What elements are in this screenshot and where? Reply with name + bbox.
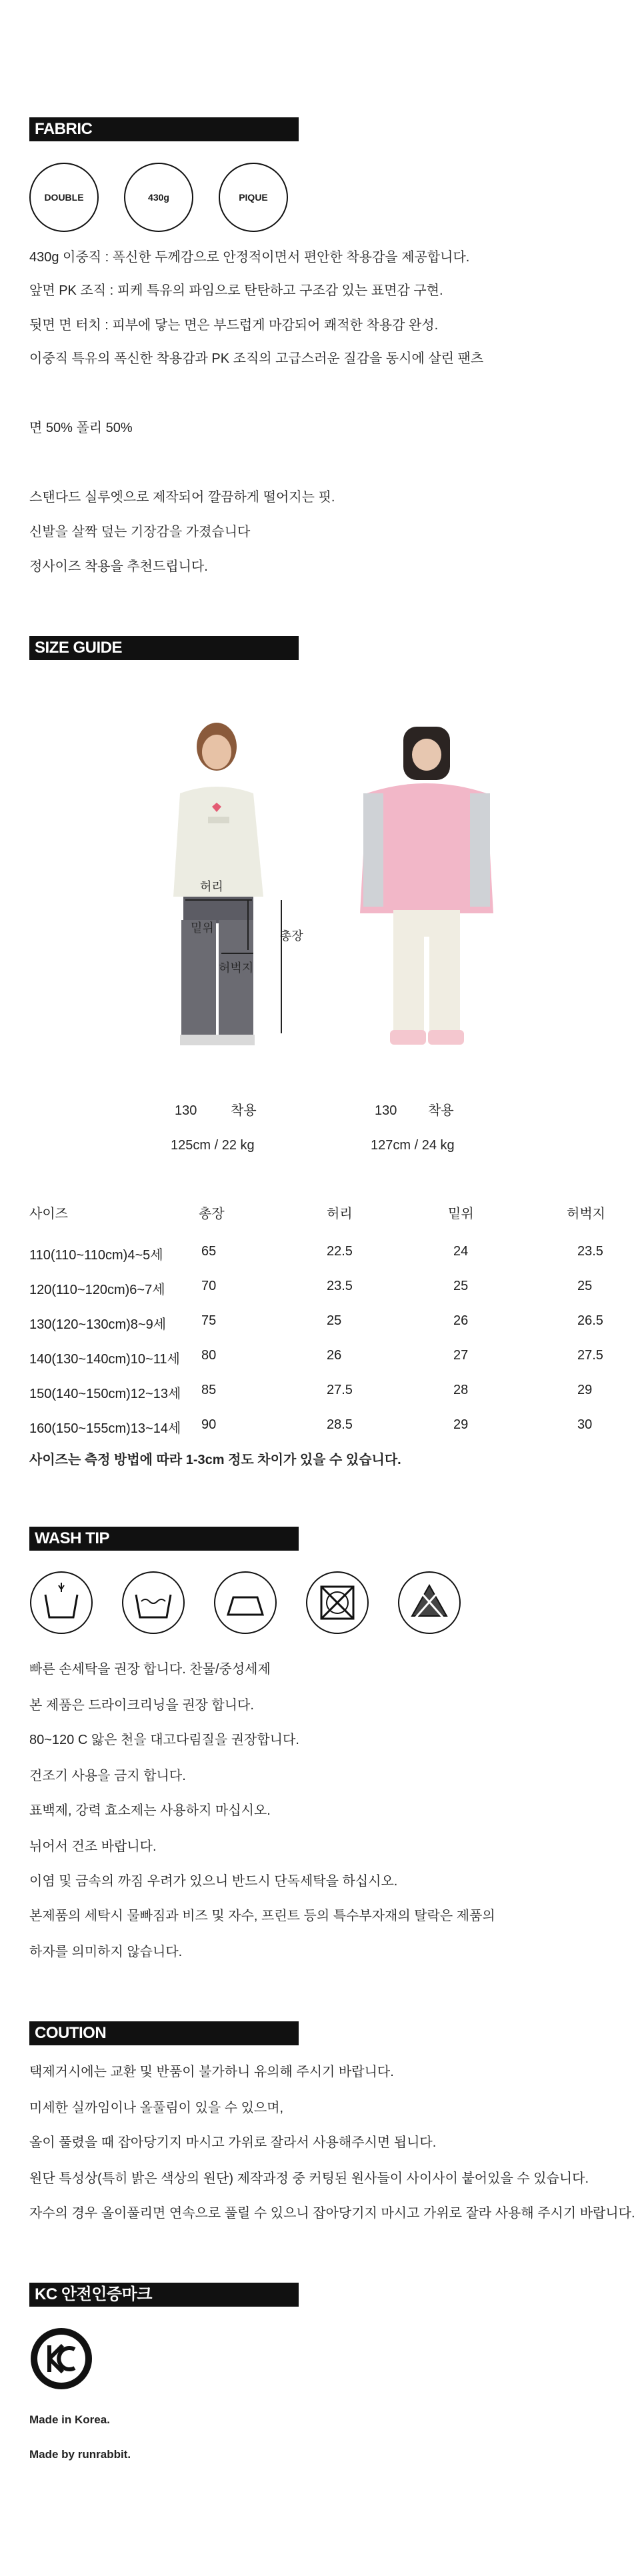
fit-line: 신발을 살짝 덮는 기장감을 가졌습니다 xyxy=(29,525,251,539)
size-table-cell: 25 xyxy=(577,1279,593,1293)
size-table-cell: 27.5 xyxy=(577,1348,603,1363)
caution-heading: COUTION xyxy=(29,2021,299,2045)
weight-badge: 430g xyxy=(124,163,193,232)
size-table-row xyxy=(29,1313,616,1337)
wash-line: 하자를 의미하지 않습니다. xyxy=(29,1945,183,1959)
size-table-cell: 80 xyxy=(201,1348,217,1363)
model2-spec: 127cm / 24 kg xyxy=(371,1138,455,1153)
wash-line: 이염 및 금속의 까짐 우려가 있으니 반드시 단독세탁을 하십시오. xyxy=(29,1874,398,1889)
kc-heading: KC 안전인증마크 xyxy=(29,2283,299,2307)
made-by: Made by runrabbit. xyxy=(29,2448,131,2461)
size-table-cell: 65 xyxy=(201,1244,217,1259)
no-bleach-icon xyxy=(397,1571,461,1635)
size-table-cell: 85 xyxy=(201,1383,217,1397)
size-table-cell: 120(110~120cm)6~7세 xyxy=(29,1283,165,1297)
wash-line: 표백제, 강력 효소제는 사용하지 마십시오. xyxy=(29,1803,271,1818)
fabric-heading: FABRIC xyxy=(29,117,299,141)
model2-wear: 착용 xyxy=(428,1103,454,1118)
size-table-cell: 150(140~150cm)12~13세 xyxy=(29,1387,181,1401)
no-tumble-dry-icon xyxy=(305,1571,369,1635)
model-photo-2 xyxy=(347,720,507,1053)
size-table-cell: 24 xyxy=(453,1244,469,1259)
size-table-cell: 70 xyxy=(201,1279,217,1293)
model1-size: 130 xyxy=(175,1103,197,1118)
wash-tip-heading: WASH TIP xyxy=(29,1527,299,1551)
th-size: 사이즈 xyxy=(29,1207,68,1221)
composition: 면 50% 폴리 50% xyxy=(29,421,133,435)
size-table-cell: 140(130~140cm)10~11세 xyxy=(29,1352,180,1367)
wash-line: 건조기 사용을 금지 합니다. xyxy=(29,1769,186,1783)
size-table-cell: 28 xyxy=(453,1383,469,1397)
size-table-cell: 130(120~130cm)8~9세 xyxy=(29,1317,167,1332)
wash-line: 뉘어서 건조 바랍니다. xyxy=(29,1839,157,1854)
fabric-line: 앞면 PK 조직 : 피케 특유의 파임으로 탄탄하고 구조감 있는 표면감 구현. xyxy=(29,283,443,298)
wash-line: 본제품의 세탁시 물빠짐과 비즈 및 자수, 프린트 등의 특수부자재의 탈락은 제품의 xyxy=(29,1909,495,1923)
caution-line: 미세한 실까임이나 올풀림이 있을 수 있으며, xyxy=(29,2101,284,2115)
iron-low-icon xyxy=(213,1571,277,1635)
size-table-row xyxy=(29,1244,616,1268)
size-table-cell: 75 xyxy=(201,1313,217,1328)
fabric-line: 뒷면 면 터치 : 피부에 닿는 면은 부드럽게 마감되어 쾌적한 착용감 완성. xyxy=(29,318,439,333)
caution-line: 올이 풀렸을 때 잡아당기지 마시고 가위로 잘라서 사용해주시면 됩니다. xyxy=(29,2135,437,2150)
model2-size: 130 xyxy=(375,1103,397,1118)
wash-30-icon xyxy=(121,1571,185,1635)
size-table-cell: 160(150~155cm)13~14세 xyxy=(29,1421,181,1436)
size-table-cell: 28.5 xyxy=(327,1417,353,1432)
fabric-line: 이중직 특유의 폭신한 착용감과 PK 조직의 고급스러운 질감을 동시에 살린 팬츠 xyxy=(29,351,484,366)
fabric-line: 430g 이중직 : 폭신한 두께감으로 안정적이면서 편안한 착용감을 제공합니다. xyxy=(29,250,470,265)
wash-line: 80~120 C 앓은 천을 대고다림질을 권장합니다. xyxy=(29,1733,299,1747)
size-note: 사이즈는 측정 방법에 따라 1-3cm 정도 차이가 있을 수 있습니다. xyxy=(29,1453,401,1467)
caution-line: 택제거시에는 교환 및 반품이 불가하니 유의해 주시기 바랍니다. xyxy=(29,2065,394,2079)
wash-line: 빠른 손세탁을 권장 합니다. 찬물/중성세제 xyxy=(29,1662,271,1677)
fit-line: 정사이즈 착용을 추천드립니다. xyxy=(29,559,208,574)
model1-wear: 착용 xyxy=(231,1103,257,1118)
size-table-cell: 25 xyxy=(453,1279,469,1293)
size-table-cell: 27 xyxy=(453,1348,469,1363)
th-length: 총장 xyxy=(199,1207,225,1221)
size-table-cell: 90 xyxy=(201,1417,217,1432)
pique-badge: PIQUE xyxy=(219,163,288,232)
measure-lines xyxy=(153,720,300,1053)
length-label: 총장 xyxy=(280,929,303,943)
hand-wash-icon xyxy=(29,1571,93,1635)
waist-label: 허리 xyxy=(200,880,223,893)
size-table-row xyxy=(29,1417,616,1441)
size-table-cell: 26 xyxy=(453,1313,469,1328)
th-rise: 밑위 xyxy=(448,1207,474,1221)
thigh-label: 허벅지 xyxy=(219,961,254,975)
size-table-cell: 29 xyxy=(453,1417,469,1432)
size-table-header xyxy=(29,1203,616,1227)
wash-line: 본 제품은 드라이크리닝을 권장 합니다. xyxy=(29,1698,254,1713)
th-waist: 허리 xyxy=(327,1207,353,1221)
caution-line: 자수의 경우 올이풀리면 연속으로 풀릴 수 있으니 잡아당기지 마시고 가위로 잘라 사용해 주시기 바랍니다. xyxy=(29,2206,635,2221)
caution-line: 원단 특성상(특히 밝은 색상의 원단) 제작과정 중 커팅된 원사들이 사이사이 붙어있을 수 있습니다. xyxy=(29,2171,589,2186)
model1-spec: 125cm / 22 kg xyxy=(171,1138,255,1153)
size-guide-heading: SIZE GUIDE xyxy=(29,636,299,660)
size-table-cell: 23.5 xyxy=(327,1279,353,1293)
fit-line: 스탠다드 실루엣으로 제작되어 깔끔하게 떨어지는 핏. xyxy=(29,490,335,505)
th-thigh: 허벅지 xyxy=(567,1207,605,1221)
rise-label: 밑위 xyxy=(191,921,214,935)
size-table-row xyxy=(29,1279,616,1303)
size-table-cell: 22.5 xyxy=(327,1244,353,1259)
double-badge: DOUBLE xyxy=(29,163,99,232)
size-table-cell: 27.5 xyxy=(327,1383,353,1397)
size-table-row xyxy=(29,1348,616,1372)
size-table-cell: 29 xyxy=(577,1383,593,1397)
size-table-cell: 110(110~110cm)4~5세 xyxy=(29,1248,163,1263)
size-table-cell: 26.5 xyxy=(577,1313,603,1328)
made-in: Made in Korea. xyxy=(29,2413,110,2426)
size-table-cell: 26 xyxy=(327,1348,342,1363)
size-table-cell: 25 xyxy=(327,1313,342,1328)
size-table-cell: 30 xyxy=(577,1417,593,1432)
size-table-row xyxy=(29,1383,616,1407)
kc-mark-icon xyxy=(29,2327,93,2391)
size-table-cell: 23.5 xyxy=(577,1244,603,1259)
